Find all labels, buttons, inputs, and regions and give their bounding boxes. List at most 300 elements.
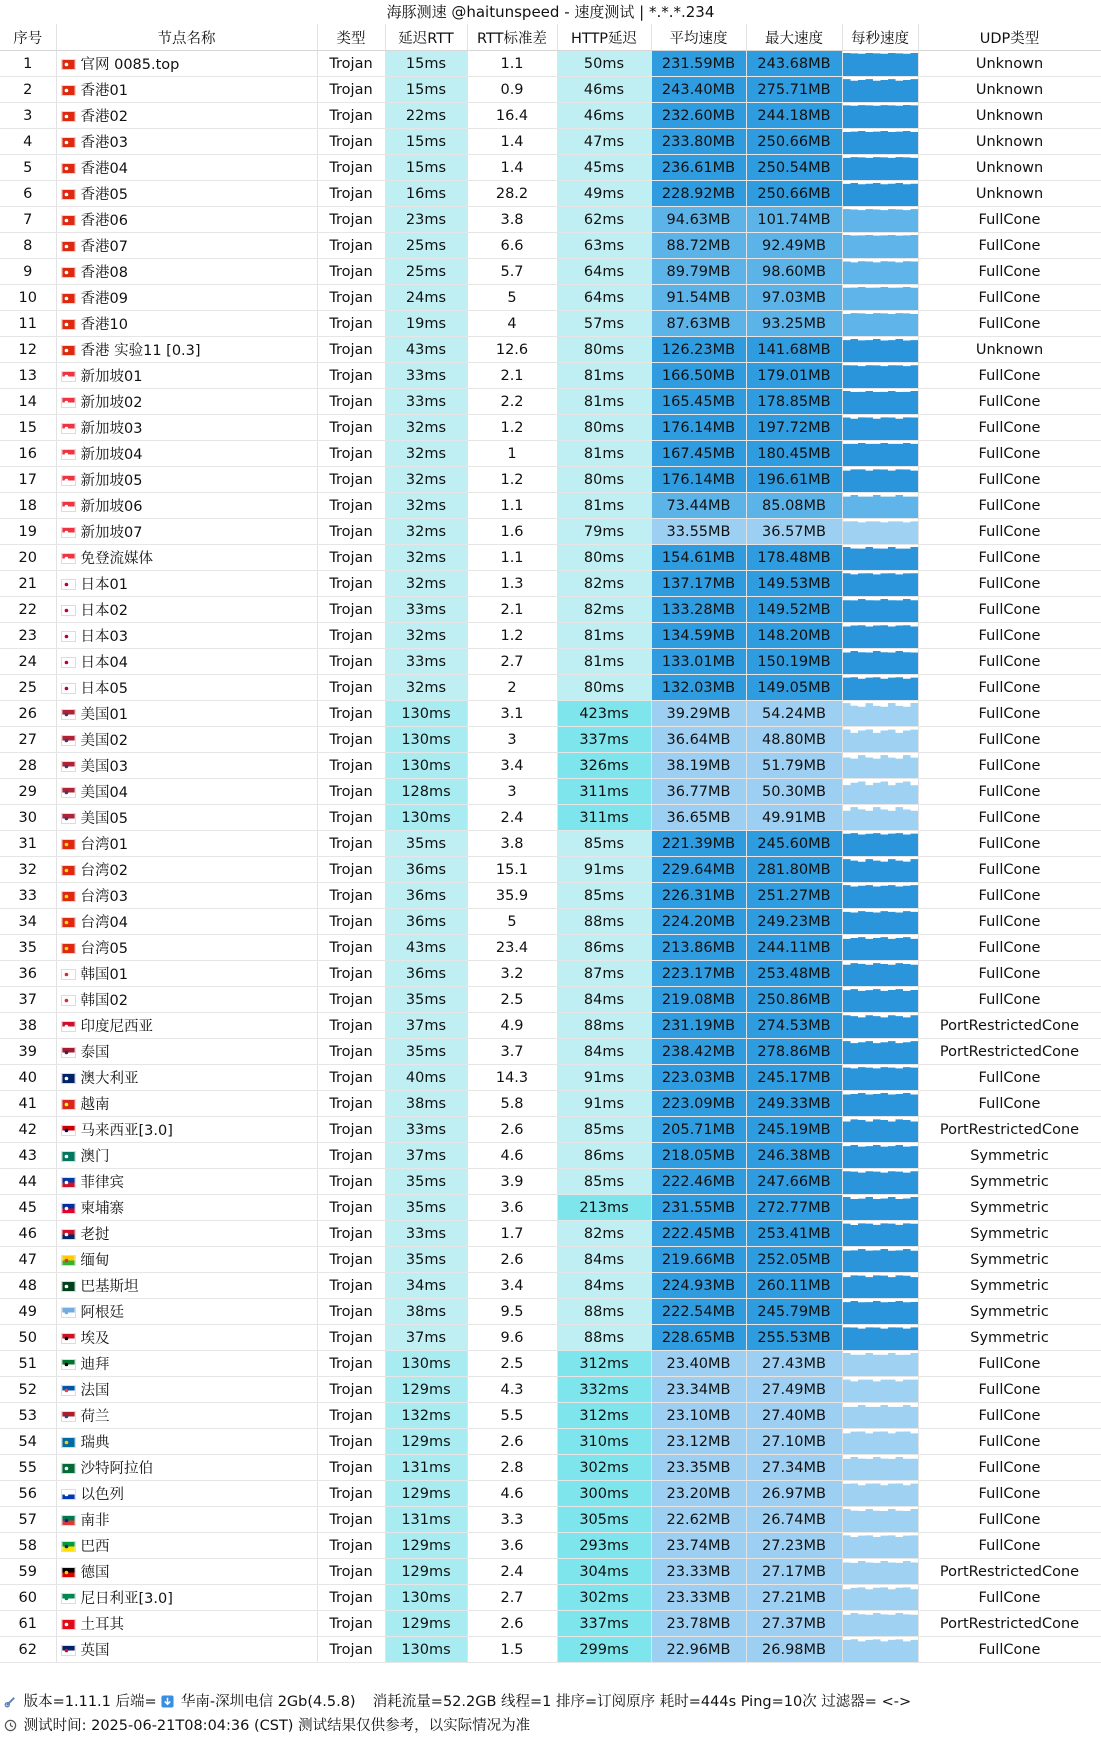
table-row[interactable] [0,909,1101,935]
col-header-avg-speed[interactable]: 平均速度 [651,24,746,51]
avg-speed: 229.64MB [651,857,746,883]
sparkline-area [843,235,918,258]
table-row[interactable] [0,701,1101,727]
rtt-stddev: 5.8 [467,1091,557,1117]
col-header-rtt[interactable]: 延迟RTT [385,24,467,51]
table-row[interactable] [0,1403,1101,1429]
rtt-latency: 129ms [385,1429,467,1455]
http-latency: 46ms [557,77,651,103]
per-second-speed-sparkline [842,77,918,103]
sparkline-area [843,1119,918,1142]
node-name-cell [56,831,317,857]
node-type: Trojan [317,831,385,857]
flag-mo-icon [61,1151,76,1162]
avg-speed: 73.44MB [651,493,746,519]
flag-kr-icon [61,969,76,980]
rtt-latency: 15ms [385,155,467,181]
flag-cn-icon [61,839,76,850]
udp-type: Unknown [918,155,1101,181]
row-index: 48 [0,1273,56,1299]
table-row[interactable] [0,1585,1101,1611]
table-row[interactable] [0,623,1101,649]
node-name-cell [56,181,317,207]
max-speed: 250.66MB [746,181,842,207]
flag-ph-icon [61,1177,76,1188]
rtt-latency: 15ms [385,129,467,155]
rtt-stddev: 1.7 [467,1221,557,1247]
node-name: 美国03 [80,759,128,775]
table-row[interactable] [0,103,1101,129]
max-speed: 51.79MB [746,753,842,779]
table-row[interactable] [0,1559,1101,1585]
col-header-index[interactable]: 序号 [0,24,56,51]
node-type: Trojan [317,1299,385,1325]
http-latency: 80ms [557,337,651,363]
avg-speed: 134.59MB [651,623,746,649]
node-name: 马来西亚[3.0] [80,1123,173,1139]
table-row[interactable] [0,1455,1101,1481]
table-row[interactable] [0,1429,1101,1455]
node-type: Trojan [317,233,385,259]
node-type: Trojan [317,805,385,831]
node-name: 荷兰 [80,1409,110,1425]
sparkline-graph [843,701,918,726]
udp-type: Symmetric [918,1169,1101,1195]
node-name-cell [56,857,317,883]
sparkline-area [843,495,918,518]
flag-za-icon [61,1515,76,1526]
sparkline-area [843,469,918,492]
rtt-stddev: 3 [467,779,557,805]
node-name-cell [56,337,317,363]
udp-type: FullCone [918,597,1101,623]
rtt-latency: 130ms [385,727,467,753]
udp-type: FullCone [918,311,1101,337]
sparkline-area [843,1639,918,1662]
sparkline-area [843,1197,918,1220]
node-name: 香港07 [80,239,128,255]
rtt-stddev: 1.2 [467,415,557,441]
table-row[interactable] [0,1377,1101,1403]
node-name-cell [56,1481,317,1507]
node-type: Trojan [317,155,385,181]
row-index: 9 [0,259,56,285]
node-name: 泰国 [80,1045,110,1061]
rtt-stddev: 1 [467,441,557,467]
table-row[interactable] [0,1091,1101,1117]
rtt-latency: 35ms [385,987,467,1013]
node-name: 日本01 [80,577,128,593]
node-name: 香港06 [80,213,128,229]
rtt-latency: 129ms [385,1611,467,1637]
flag-hk-icon [61,85,76,96]
node-name-cell [56,363,317,389]
sparkline-graph [843,207,918,232]
rtt-stddev: 28.2 [467,181,557,207]
flag-vn-icon [61,1099,76,1110]
flag-hk-icon [61,163,76,174]
table-row[interactable] [0,285,1101,311]
http-latency: 300ms [557,1481,651,1507]
rtt-latency: 33ms [385,597,467,623]
http-latency: 332ms [557,1377,651,1403]
table-row[interactable] [0,1533,1101,1559]
node-name: 柬埔寨 [80,1201,124,1217]
avg-speed: 213.86MB [651,935,746,961]
per-second-speed-sparkline [842,1091,918,1117]
http-latency: 63ms [557,233,651,259]
sparkline-area [843,782,918,804]
rtt-latency: 15ms [385,51,467,77]
sparkline-area [843,1380,918,1402]
col-header-type[interactable]: 类型 [317,24,385,51]
flag-cn-icon [61,917,76,928]
http-latency: 80ms [557,467,651,493]
table-row[interactable] [0,935,1101,961]
table-row[interactable] [0,1273,1101,1299]
avg-speed: 39.29MB [651,701,746,727]
sparkline-graph [843,1637,918,1662]
table-row[interactable] [0,1351,1101,1377]
http-latency: 82ms [557,1221,651,1247]
sparkline-area [843,313,918,336]
col-header-http-latency[interactable]: HTTP延迟 [557,24,651,51]
sparkline-graph [843,649,918,674]
table-row[interactable] [0,857,1101,883]
node-type: Trojan [317,649,385,675]
row-index: 14 [0,389,56,415]
rtt-latency: 43ms [385,337,467,363]
http-latency: 312ms [557,1351,651,1377]
sparkline-graph [843,1533,918,1558]
per-second-speed-sparkline [842,207,918,233]
per-second-speed-sparkline [842,415,918,441]
table-row[interactable] [0,753,1101,779]
node-name: 新加坡03 [80,421,143,437]
col-header-max-speed[interactable]: 最大速度 [746,24,842,51]
table-row[interactable] [0,441,1101,467]
http-latency: 337ms [557,727,651,753]
node-name-cell [56,961,317,987]
node-type: Trojan [317,441,385,467]
flag-br-icon [61,1541,76,1552]
avg-speed: 223.17MB [651,961,746,987]
per-second-speed-sparkline [842,935,918,961]
http-latency: 311ms [557,805,651,831]
row-index: 40 [0,1065,56,1091]
rtt-latency: 37ms [385,1143,467,1169]
sparkline-graph [843,155,918,180]
sparkline-graph [843,1507,918,1532]
table-row[interactable] [0,571,1101,597]
table-row[interactable] [0,467,1101,493]
table-row[interactable] [0,259,1101,285]
table-row[interactable] [0,1221,1101,1247]
sparkline-graph [843,597,918,622]
table-row[interactable] [0,1195,1101,1221]
max-speed: 244.11MB [746,935,842,961]
table-row[interactable] [0,1507,1101,1533]
sparkline-area [843,391,918,414]
table-row[interactable] [0,649,1101,675]
row-index: 43 [0,1143,56,1169]
row-index: 23 [0,623,56,649]
sparkline-area [843,209,918,232]
http-latency: 81ms [557,363,651,389]
table-row[interactable] [0,181,1101,207]
table-row[interactable] [0,155,1101,181]
table-row[interactable] [0,987,1101,1013]
sparkline-graph [843,103,918,128]
max-speed: 150.19MB [746,649,842,675]
http-latency: 86ms [557,1143,651,1169]
sparkline-area [843,625,918,648]
table-row[interactable] [0,1117,1101,1143]
table-row[interactable] [0,1481,1101,1507]
table-row[interactable] [0,415,1101,441]
node-type: Trojan [317,1533,385,1559]
rtt-stddev: 12.6 [467,337,557,363]
udp-type: Unknown [918,51,1101,77]
max-speed: 36.57MB [746,519,842,545]
udp-type: FullCone [918,1065,1101,1091]
node-type: Trojan [317,623,385,649]
rtt-latency: 32ms [385,441,467,467]
table-row[interactable] [0,597,1101,623]
udp-type: FullCone [918,1637,1101,1663]
sparkline-area [843,1432,918,1454]
header-row [0,24,1101,51]
udp-type: FullCone [918,1481,1101,1507]
node-type: Trojan [317,1351,385,1377]
node-name: 法国 [80,1383,110,1399]
rtt-latency: 33ms [385,1117,467,1143]
per-second-speed-sparkline [842,961,918,987]
per-second-speed-sparkline [842,311,918,337]
http-latency: 302ms [557,1585,651,1611]
node-name-cell [56,493,317,519]
node-name: 沙特阿拉伯 [80,1461,153,1477]
table-row[interactable] [0,1637,1101,1663]
row-index: 19 [0,519,56,545]
flag-cn-icon [61,865,76,876]
sparkline-graph [843,1559,918,1584]
rtt-latency: 32ms [385,623,467,649]
rtt-stddev: 2.2 [467,389,557,415]
http-latency: 304ms [557,1559,651,1585]
table-row[interactable] [0,1247,1101,1273]
col-header-rtt-std[interactable]: RTT标准差 [467,24,557,51]
rtt-stddev: 3.8 [467,831,557,857]
row-index: 8 [0,233,56,259]
row-index: 33 [0,883,56,909]
node-name: 香港08 [80,265,128,281]
sparkline-graph [843,1377,918,1402]
flag-ar-icon [61,1307,76,1318]
rtt-stddev: 5 [467,909,557,935]
sparkline-graph [843,1403,918,1428]
sparkline-area [843,1561,918,1584]
rtt-stddev: 3.3 [467,1507,557,1533]
avg-speed: 23.33MB [651,1559,746,1585]
rtt-latency: 37ms [385,1325,467,1351]
table-row[interactable] [0,77,1101,103]
avg-speed: 243.40MB [651,77,746,103]
node-name: 韩国01 [80,967,128,983]
http-latency: 47ms [557,129,651,155]
table-row[interactable] [0,545,1101,571]
rtt-latency: 129ms [385,1481,467,1507]
node-name: 南非 [80,1513,110,1529]
http-latency: 310ms [557,1429,651,1455]
node-type: Trojan [317,337,385,363]
node-type: Trojan [317,389,385,415]
sparkline-graph [843,1117,918,1142]
row-index: 56 [0,1481,56,1507]
rtt-stddev: 3.8 [467,207,557,233]
node-name: 新加坡07 [80,525,143,541]
node-name: 香港05 [80,187,128,203]
per-second-speed-sparkline [842,1325,918,1351]
http-latency: 88ms [557,1325,651,1351]
node-name: 以色列 [80,1487,124,1503]
node-type: Trojan [317,1013,385,1039]
table-row[interactable] [0,519,1101,545]
col-header-udp-type[interactable]: UDP类型 [918,24,1101,51]
http-latency: 213ms [557,1195,651,1221]
rtt-latency: 23ms [385,207,467,233]
table-row[interactable] [0,805,1101,831]
flag-id-icon [61,1021,76,1032]
table-row[interactable] [0,727,1101,753]
rtt-latency: 43ms [385,935,467,961]
per-second-speed-sparkline [842,1559,918,1585]
table-row[interactable] [0,1065,1101,1091]
table-row[interactable] [0,389,1101,415]
sparkline-area [843,521,918,544]
node-name-cell [56,1195,317,1221]
rtt-latency: 130ms [385,753,467,779]
col-header-per-second-speed[interactable]: 每秒速度 [842,24,918,51]
table-row[interactable] [0,1143,1101,1169]
udp-type: FullCone [918,805,1101,831]
sparkline-area [843,287,918,310]
table-row[interactable] [0,883,1101,909]
sparkline-graph [843,1143,918,1168]
row-index: 49 [0,1299,56,1325]
node-name: 美国05 [80,811,128,827]
avg-speed: 23.33MB [651,1585,746,1611]
sparkline-area [843,1405,918,1428]
table-row[interactable] [0,207,1101,233]
sparkline-area [843,755,918,778]
table-row[interactable] [0,311,1101,337]
table-row[interactable] [0,1325,1101,1351]
table-row[interactable] [0,961,1101,987]
table-row[interactable] [0,363,1101,389]
rtt-latency: 32ms [385,493,467,519]
http-latency: 49ms [557,181,651,207]
http-latency: 57ms [557,311,651,337]
node-name: 香港04 [80,161,128,177]
report-title: 海豚测速 @haitunspeed - 速度测试 | *.*.*.234 [386,3,715,21]
table-row[interactable] [0,779,1101,805]
rtt-stddev: 1.5 [467,1637,557,1663]
http-latency: 423ms [557,701,651,727]
udp-type: FullCone [918,441,1101,467]
table-row[interactable] [0,675,1101,701]
table-row[interactable] [0,233,1101,259]
sparkline-graph [843,441,918,466]
table-row[interactable] [0,1169,1101,1195]
table-row[interactable] [0,51,1101,77]
table-row[interactable] [0,1611,1101,1637]
rtt-stddev: 2.1 [467,597,557,623]
udp-type: FullCone [918,701,1101,727]
avg-speed: 231.59MB [651,51,746,77]
flag-sg-icon [61,475,76,486]
avg-speed: 133.01MB [651,649,746,675]
node-name-cell [56,311,317,337]
node-name-cell [56,1559,317,1585]
flag-de-icon [61,1567,76,1578]
per-second-speed-sparkline [842,987,918,1013]
http-latency: 91ms [557,857,651,883]
table-row[interactable] [0,1013,1101,1039]
udp-type: FullCone [918,857,1101,883]
flag-hk-icon [61,241,76,252]
max-speed: 149.05MB [746,675,842,701]
rtt-stddev: 4.6 [467,1143,557,1169]
col-header-node-name[interactable]: 节点名称 [56,24,317,51]
sparkline-area [843,365,918,388]
row-index: 55 [0,1455,56,1481]
rtt-stddev: 16.4 [467,103,557,129]
table-row[interactable] [0,337,1101,363]
node-name-cell [56,1351,317,1377]
table-row[interactable] [0,1039,1101,1065]
node-type: Trojan [317,883,385,909]
row-index: 26 [0,701,56,727]
per-second-speed-sparkline [842,1403,918,1429]
flag-au-icon [61,1073,76,1084]
row-index: 52 [0,1377,56,1403]
rtt-stddev: 1.1 [467,493,557,519]
sparkline-area [843,677,918,700]
row-index: 17 [0,467,56,493]
table-row[interactable] [0,129,1101,155]
table-row[interactable] [0,493,1101,519]
table-row[interactable] [0,831,1101,857]
max-speed: 255.53MB [746,1325,842,1351]
sparkline-graph [843,233,918,258]
rtt-stddev: 3 [467,727,557,753]
udp-type: FullCone [918,207,1101,233]
avg-speed: 232.60MB [651,103,746,129]
max-speed: 48.80MB [746,727,842,753]
max-speed: 93.25MB [746,311,842,337]
per-second-speed-sparkline [842,1481,918,1507]
max-speed: 250.66MB [746,129,842,155]
rtt-latency: 130ms [385,701,467,727]
flag-us-icon [61,709,76,720]
rtt-latency: 35ms [385,831,467,857]
rtt-stddev: 3.4 [467,753,557,779]
rtt-stddev: 3.6 [467,1533,557,1559]
avg-speed: 222.46MB [651,1169,746,1195]
table-row[interactable] [0,1299,1101,1325]
max-speed: 243.68MB [746,51,842,77]
